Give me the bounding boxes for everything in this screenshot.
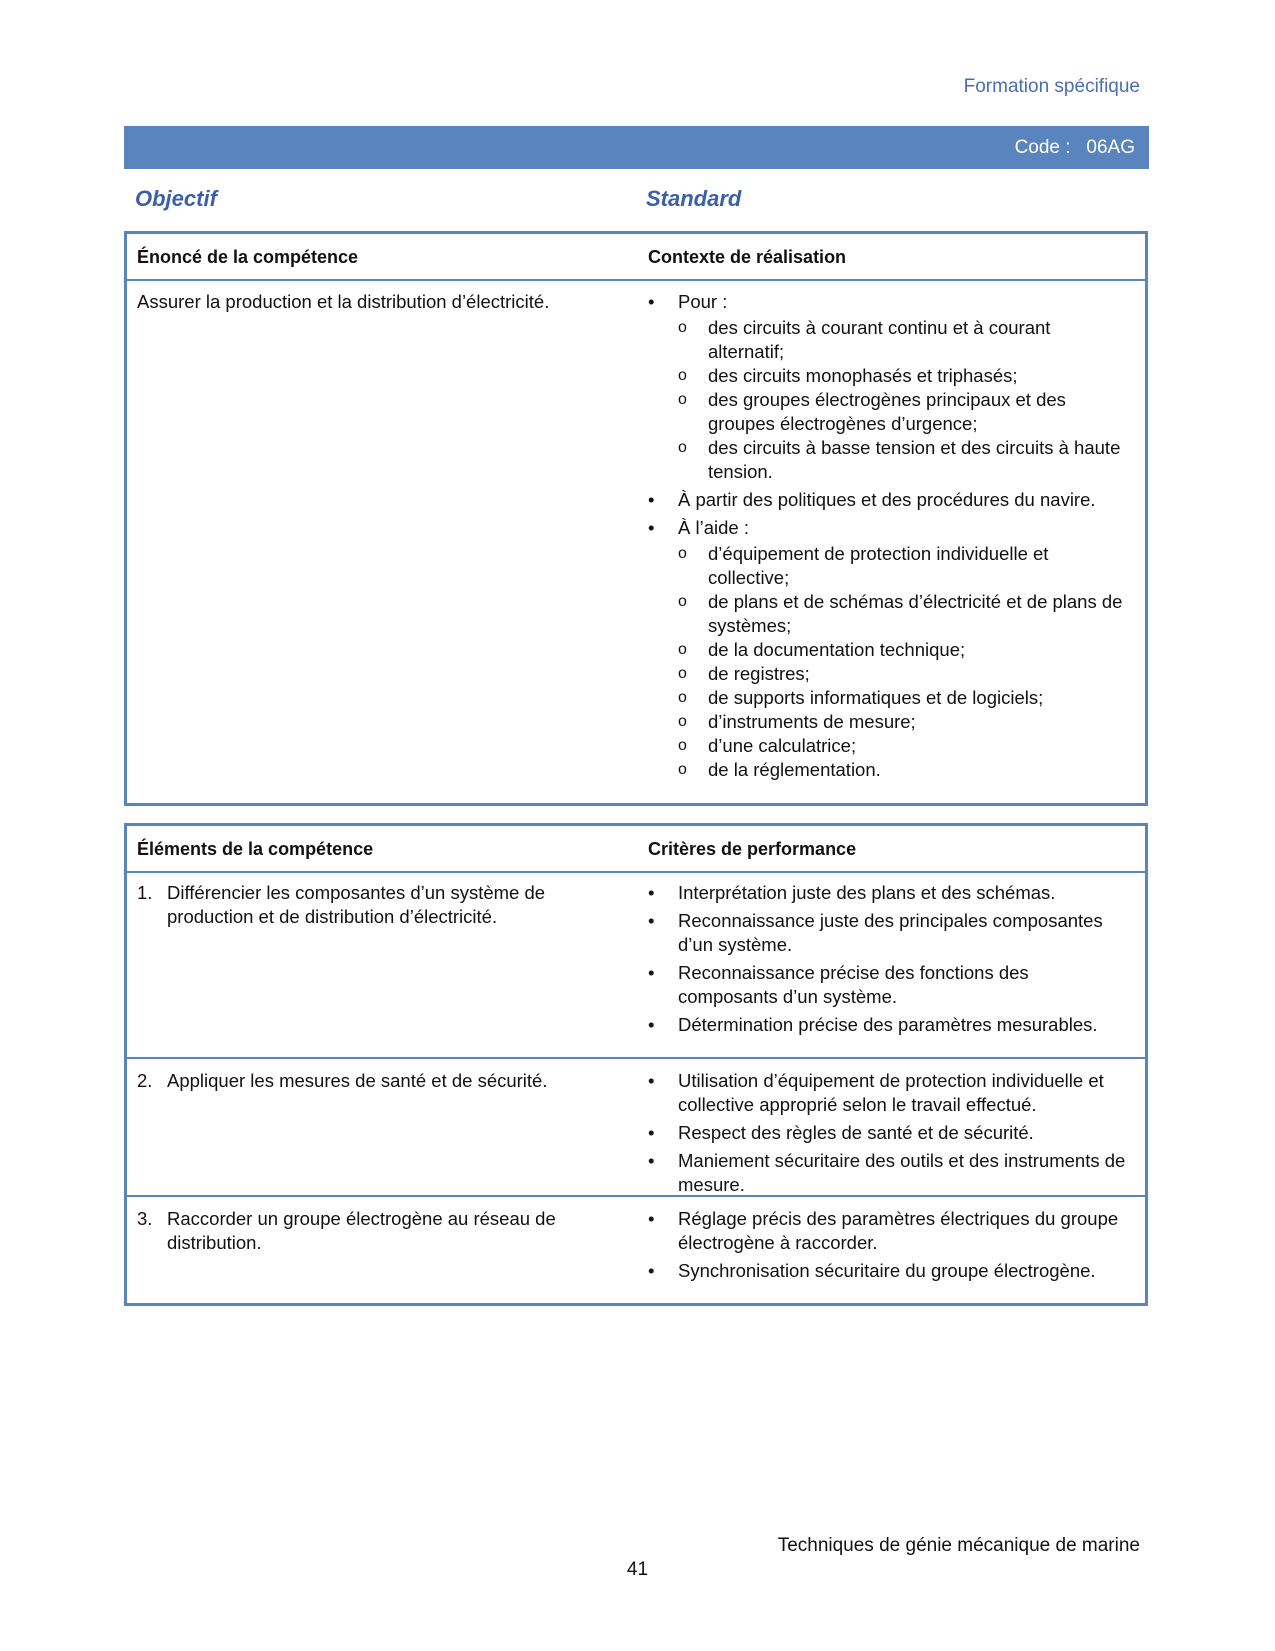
standard-heading: Standard — [646, 186, 742, 211]
criterion-text: Synchronisation sécuritaire du groupe électrogène. — [678, 1260, 1096, 1281]
context-subtext: d’équipement de protection individuelle et collective; — [708, 543, 1049, 588]
criteria-list — [648, 1207, 1128, 1287]
criterion-item — [648, 961, 1128, 1009]
code-label: Code : — [1014, 137, 1071, 158]
context-subtext: d’instruments de mesure; — [708, 711, 916, 732]
criteria-list — [648, 1069, 1128, 1201]
bullet-icon: • — [648, 1208, 655, 1229]
context-subitem — [678, 758, 1128, 782]
bullet-icon: • — [648, 1070, 655, 1091]
element-text: Raccorder un groupe électrogène au réseau de distribution. — [167, 1208, 556, 1253]
context-sublist — [678, 542, 1128, 782]
elements-table — [124, 823, 1148, 1306]
col-elements: Éléments de la compétence — [137, 839, 374, 859]
circle-bullet-icon: o — [678, 545, 687, 562]
criterion-item — [648, 1013, 1128, 1037]
criterion-item — [648, 881, 1128, 905]
context-subtext: d’une calculatrice; — [708, 735, 857, 756]
criterion-item — [648, 909, 1128, 957]
context-subtext: de plans et de schémas d’électricité et de plans de systèmes; — [708, 591, 1123, 636]
bullet-icon: • — [648, 1150, 655, 1171]
criterion-text: Détermination précise des paramètres mesurables. — [678, 1014, 1098, 1035]
bullet-icon: • — [648, 1014, 655, 1035]
code-bar — [124, 126, 1149, 169]
competence-statement: Assurer la production et la distribution d’électricité. — [137, 291, 550, 312]
circle-bullet-icon: o — [678, 665, 687, 682]
circle-bullet-icon: o — [678, 367, 687, 384]
code-value: 06AG — [1086, 137, 1135, 158]
competence-table — [124, 231, 1148, 806]
bullet-icon: • — [648, 1260, 655, 1281]
element-number: 3. — [137, 1208, 153, 1229]
context-item — [648, 516, 1128, 782]
context-text: À l’aide : — [678, 517, 749, 538]
elements-table-header — [127, 826, 1145, 873]
element-number: 2. — [137, 1070, 153, 1091]
circle-bullet-icon: o — [678, 713, 687, 730]
element-row-1 — [127, 871, 1145, 1059]
circle-bullet-icon: o — [678, 689, 687, 706]
criterion-item — [648, 1121, 1128, 1145]
criteria-list — [648, 881, 1128, 1041]
criterion-item — [648, 1149, 1128, 1197]
col-criteres: Critères de performance — [648, 839, 857, 859]
context-list — [648, 290, 1128, 786]
element-row-3 — [127, 1197, 1145, 1303]
code-text — [1015, 137, 1135, 159]
context-subtext: de la documentation technique; — [708, 639, 966, 660]
context-subitem — [678, 316, 1128, 364]
col-enonce: Énoncé de la compétence — [137, 247, 359, 267]
circle-bullet-icon: o — [678, 761, 687, 778]
criterion-item — [648, 1069, 1128, 1117]
objectif-heading: Objectif — [135, 186, 217, 211]
context-subitem — [678, 590, 1128, 638]
criterion-text: Interprétation juste des plans et des schémas. — [678, 882, 1056, 903]
page-number: 41 — [626, 1559, 649, 1580]
formation-label: Formation spécifique — [963, 76, 1140, 97]
competence-table-header — [127, 234, 1145, 281]
bullet-icon: • — [648, 882, 655, 903]
bullet-icon: • — [648, 962, 655, 983]
criterion-item — [648, 1207, 1128, 1255]
criterion-text: Réglage précis des paramètres électriques du groupe électrogène à raccorder. — [678, 1208, 1119, 1253]
element-number: 1. — [137, 882, 153, 903]
criterion-text: Reconnaissance précise des fonctions des composants d’un système. — [678, 962, 1029, 1007]
circle-bullet-icon: o — [678, 319, 687, 336]
context-text: À partir des politiques et des procédures du navire. — [678, 489, 1096, 510]
criterion-text: Reconnaissance juste des principales composantes d’un système. — [678, 910, 1103, 955]
criterion-text: Respect des règles de santé et de sécurité. — [678, 1122, 1034, 1143]
context-item — [648, 488, 1128, 512]
criterion-text: Maniement sécuritaire des outils et des instruments de mesure. — [678, 1150, 1126, 1195]
context-subitem — [678, 542, 1128, 590]
context-subitem — [678, 686, 1128, 710]
context-subtext: de registres; — [708, 663, 810, 684]
context-subitem — [678, 436, 1128, 484]
context-subtext: des circuits monophasés et triphasés; — [708, 365, 1018, 386]
context-item — [648, 290, 1128, 484]
element-text: Appliquer les mesures de santé et de sécurité. — [167, 1070, 548, 1091]
element-text: Différencier les composantes d’un système de production et de distribution d’électricité. — [167, 882, 546, 927]
criterion-text: Utilisation d’équipement de protection individuelle et collective approprié selon le travail effectué. — [678, 1070, 1104, 1115]
bullet-icon: • — [648, 517, 655, 538]
circle-bullet-icon: o — [678, 593, 687, 610]
bullet-icon: • — [648, 489, 655, 510]
circle-bullet-icon: o — [678, 641, 687, 658]
context-text: Pour : — [678, 291, 728, 312]
bullet-icon: • — [648, 1122, 655, 1143]
program-name: Techniques de génie mécanique de marine — [777, 1535, 1140, 1556]
circle-bullet-icon: o — [678, 737, 687, 754]
context-subtext: des circuits à basse tension et des circuits à haute tension. — [708, 437, 1121, 482]
circle-bullet-icon: o — [678, 391, 687, 408]
context-subitem — [678, 638, 1128, 662]
bullet-icon: • — [648, 910, 655, 931]
context-subitem — [678, 710, 1128, 734]
context-subitem — [678, 388, 1128, 436]
context-subtext: de la réglementation. — [708, 759, 881, 780]
context-subtext: de supports informatiques et de logiciels; — [708, 687, 1044, 708]
context-subitem — [678, 364, 1128, 388]
context-subtext: des circuits à courant continu et à courant alternatif; — [708, 317, 1051, 362]
criterion-item — [648, 1259, 1128, 1283]
bullet-icon: • — [648, 291, 655, 312]
element-row-2 — [127, 1059, 1145, 1197]
context-subitem — [678, 662, 1128, 686]
context-subitem — [678, 734, 1128, 758]
context-sublist — [678, 316, 1128, 484]
circle-bullet-icon: o — [678, 439, 687, 456]
context-subtext: des groupes électrogènes principaux et des groupes électrogènes d’urgence; — [708, 389, 1066, 434]
col-contexte: Contexte de réalisation — [648, 247, 847, 267]
